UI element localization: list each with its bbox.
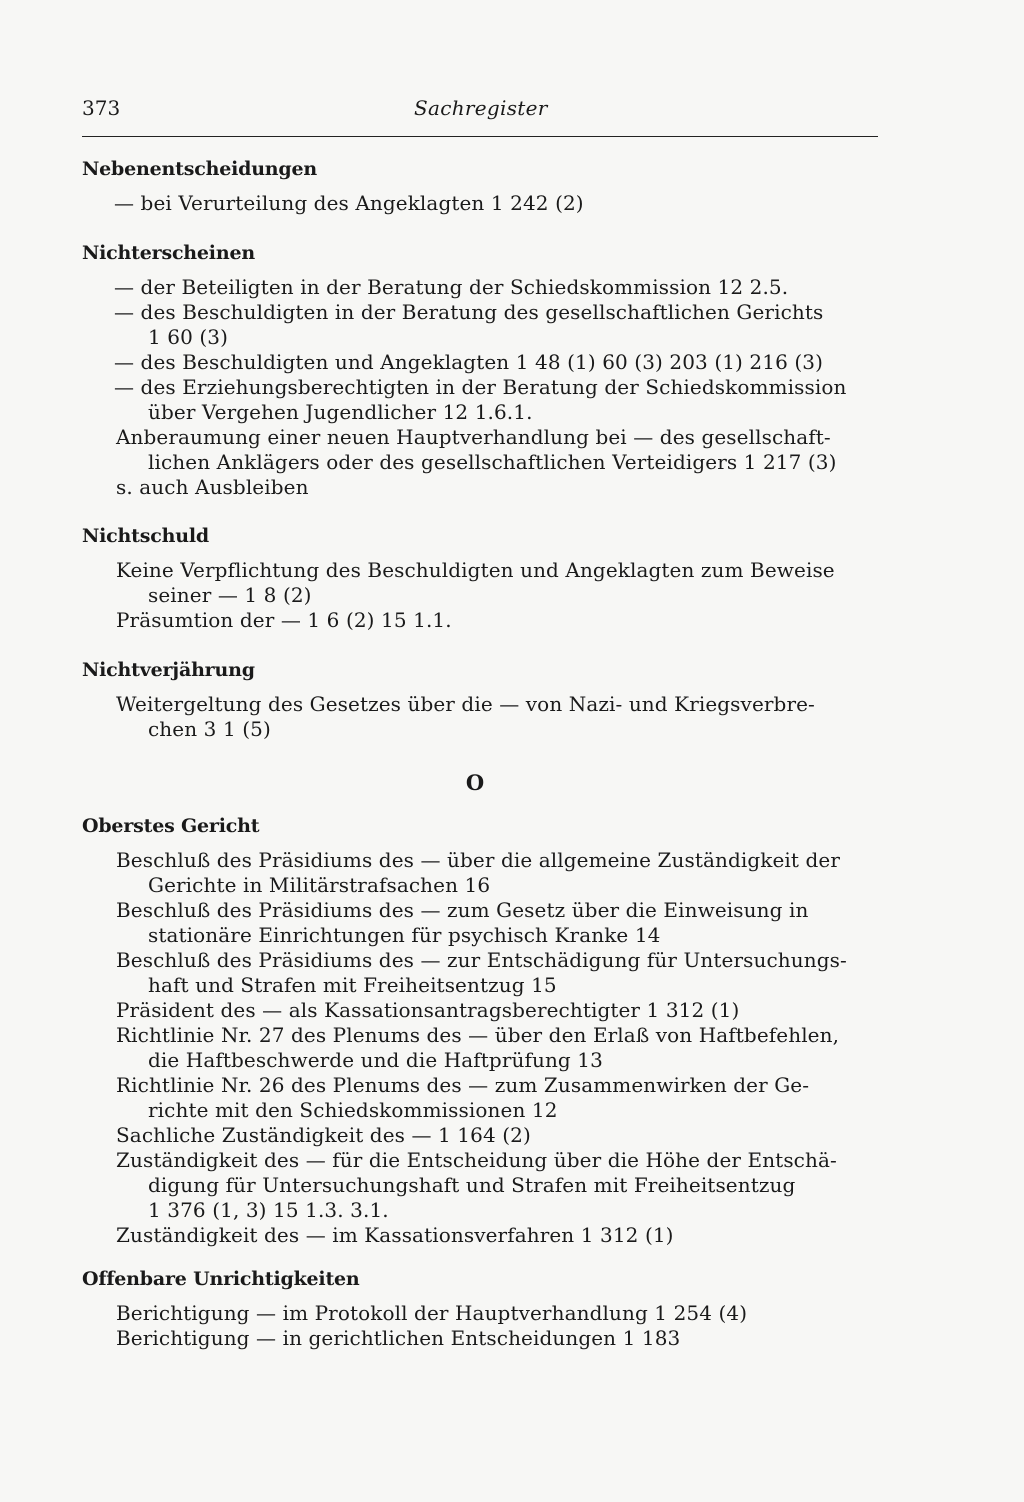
entry-line: digung für Untersuchungshaft und Strafen mit Freiheitsentzug xyxy=(148,1173,796,1197)
see-also-reference: s. auch Ausbleiben xyxy=(116,475,309,499)
entry-line: seiner — 1 8 (2) xyxy=(148,583,312,607)
entry-line: 1 376 (1, 3) 15 1.3. 3.1. xyxy=(148,1198,389,1222)
entry-line: stationäre Einrichtungen für psychisch Kranke 14 xyxy=(148,923,661,947)
entry-line: Beschluß des Präsidiums des — zur Entschädigung für Untersuchungs- xyxy=(116,948,847,972)
entry-line: Beschluß des Präsidiums des — über die allgemeine Zuständigkeit der xyxy=(116,848,841,872)
entry-line: Berichtigung — im Protokoll der Hauptverhandlung 1 254 (4) xyxy=(116,1301,748,1325)
entry-line: Anberaumung einer neuen Hauptverhandlung bei — des gesellschaft- xyxy=(116,425,831,449)
entry-heading: Nichterscheinen xyxy=(82,242,255,264)
entry-line: Richtlinie Nr. 27 des Plenums des — über den Erlaß von Haftbefehlen, xyxy=(116,1023,840,1047)
entry-line: Gerichte in Militärstrafsachen 16 xyxy=(148,873,491,897)
entry-line: Präsumtion der — 1 6 (2) 15 1.1. xyxy=(116,608,452,632)
entry-heading: Nebenentscheidungen xyxy=(82,158,318,180)
entry-offenbare-unrichtigkeiten xyxy=(82,1265,882,1351)
page-number: 373 xyxy=(82,96,121,120)
entry-line: — der Beteiligten in der Beratung der Schiedskommission 12 2.5. xyxy=(114,275,789,299)
running-title: Sachregister xyxy=(414,96,548,120)
entry-line: Berichtigung — in gerichtlichen Entscheidungen 1 183 xyxy=(116,1326,681,1350)
entry-nebenentscheidungen xyxy=(82,155,882,216)
entry-nichtverjaehrung xyxy=(82,656,882,742)
entry-line: lichen Anklägers oder des gesellschaftlichen Verteidigers 1 217 (3) xyxy=(148,450,837,474)
entry-line: — des Beschuldigten und Angeklagten 1 48 (1) 60 (3) 203 (1) 216 (3) xyxy=(114,350,823,374)
entry-line: Beschluß des Präsidiums des — zum Gesetz über die Einweisung in xyxy=(116,898,809,922)
entry-line: 1 60 (3) xyxy=(148,325,229,349)
entry-line: Weitergeltung des Gesetzes über die — von Nazi- und Kriegsverbre- xyxy=(116,692,815,716)
entry-line: die Haftbeschwerde und die Haftprüfung 13 xyxy=(148,1048,603,1072)
entry-oberstes-gericht xyxy=(82,812,882,1248)
entry-line: — des Beschuldigten in der Beratung des gesellschaftlichen Gerichts xyxy=(114,300,824,324)
entry-line: Präsident des — als Kassationsantragsberechtigter 1 312 (1) xyxy=(116,998,740,1022)
entry-heading: Nichtverjährung xyxy=(82,659,255,681)
entry-line: Zuständigkeit des — im Kassationsverfahren 1 312 (1) xyxy=(116,1223,674,1247)
entry-heading: Nichtschuld xyxy=(82,525,209,547)
entry-line: Sachliche Zuständigkeit des — 1 164 (2) xyxy=(116,1123,531,1147)
entry-heading: Oberstes Gericht xyxy=(82,815,260,837)
section-letter: O xyxy=(465,770,485,795)
page-header xyxy=(82,96,878,137)
entry-line: — des Erziehungsberechtigten in der Beratung der Schiedskommission xyxy=(114,375,847,399)
entry-line: chen 3 1 (5) xyxy=(148,717,271,741)
entry-line: haft und Strafen mit Freiheitsentzug 15 xyxy=(148,973,557,997)
entry-line: Richtlinie Nr. 26 des Plenums des — zum Zusammenwirken der Ge- xyxy=(116,1073,810,1097)
entry-heading: Offenbare Unrichtigkeiten xyxy=(82,1268,360,1290)
entry-line: — bei Verurteilung des Angeklagten 1 242 (2) xyxy=(114,191,584,215)
entry-line: Keine Verpflichtung des Beschuldigten und Angeklagten zum Beweise xyxy=(116,558,835,582)
entry-nichterscheinen xyxy=(82,239,882,500)
entry-line: über Vergehen Jugendlicher 12 1.6.1. xyxy=(148,400,533,424)
entry-line: richte mit den Schiedskommissionen 12 xyxy=(148,1098,558,1122)
entry-nichtschuld xyxy=(82,522,882,633)
entry-line: Zuständigkeit des — für die Entscheidung über die Höhe der Entschä- xyxy=(116,1148,837,1172)
